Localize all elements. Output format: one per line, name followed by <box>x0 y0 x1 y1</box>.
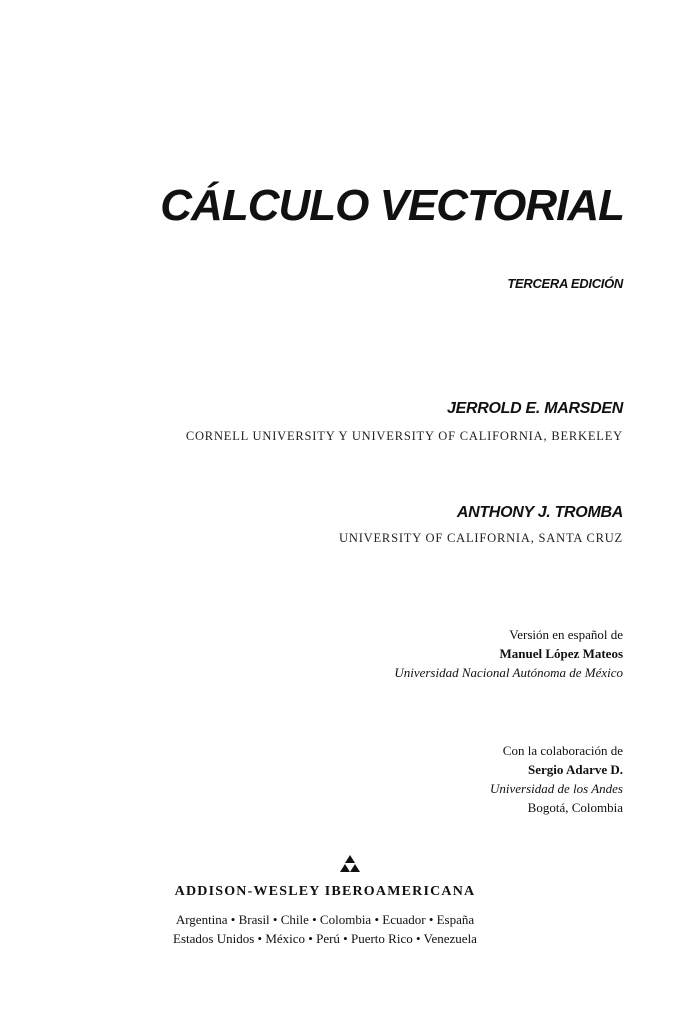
collaborator-institution: Universidad de los Andes <box>490 781 623 796</box>
translator-name: Manuel López Mateos <box>499 646 623 661</box>
publisher-triangle-logo-icon <box>340 855 360 877</box>
countries-line-2: Estados Unidos • México • Perú • Puerto Rico • Venezuela <box>173 931 477 946</box>
collaborator-name: Sergio Adarve D. <box>528 762 623 777</box>
author-name-2: ANTHONY J. TROMBA <box>456 504 623 521</box>
collaboration-intro: Con la colaboración de <box>502 743 623 758</box>
publisher-countries <box>0 910 700 948</box>
translation-intro: Versión en español de <box>509 627 623 642</box>
edition-label: TERCERA EDICIÓN <box>507 276 623 291</box>
author-affiliation-2: UNIVERSITY OF CALIFORNIA, SANTA CRUZ <box>339 531 623 545</box>
countries-line-1: Argentina • Brasil • Chile • Colombia • Ecuador • España <box>175 912 475 927</box>
book-title: CÁLCULO VECTORIAL <box>160 181 624 230</box>
translation-block <box>394 625 623 682</box>
publisher-name: ADDISON-WESLEY IBEROAMERICANA <box>174 884 476 899</box>
collaboration-block <box>490 741 623 817</box>
translator-institution: Universidad Nacional Autónoma de México <box>394 665 623 680</box>
author-name-1: JERROLD E. MARSDEN <box>447 400 623 417</box>
author-affiliation-1: CORNELL UNIVERSITY Y UNIVERSITY OF CALIFORNIA, BERKELEY <box>185 429 623 443</box>
publisher-block <box>0 855 700 948</box>
collaborator-location: Bogotá, Colombia <box>527 800 623 815</box>
